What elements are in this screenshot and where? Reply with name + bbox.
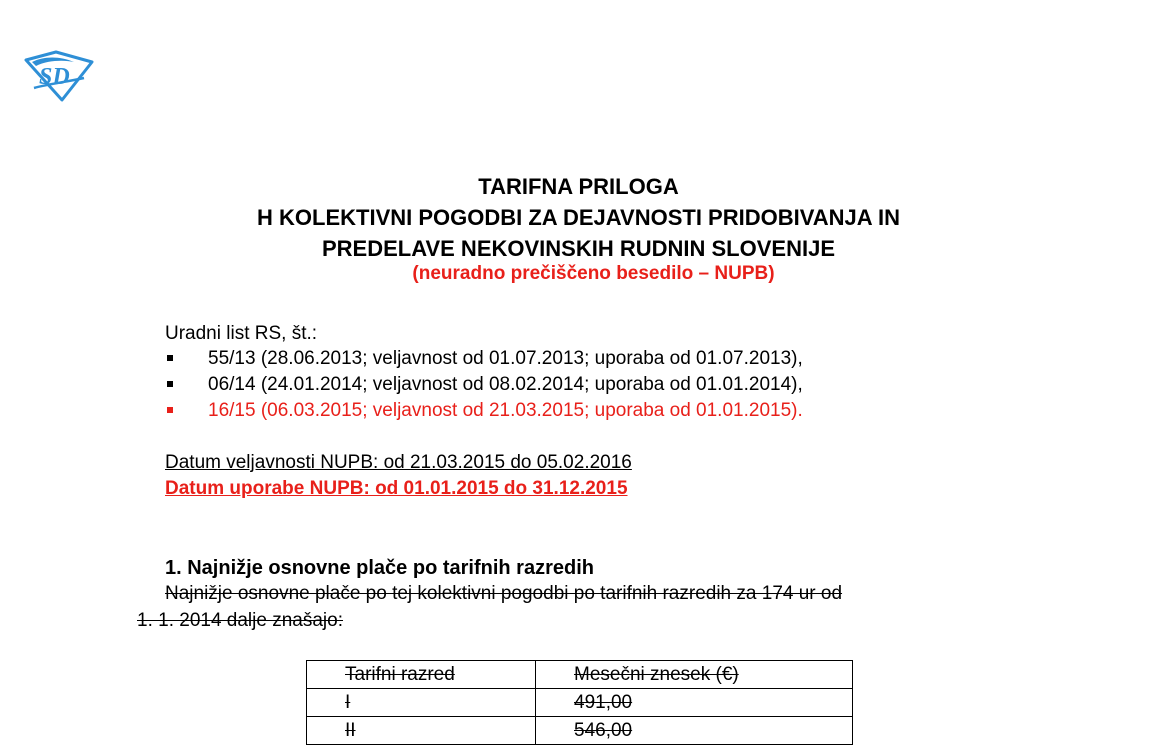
table-row <box>307 717 853 745</box>
table-header-cell: Mesečni znesek (€) <box>536 661 853 689</box>
bullet-icon <box>167 407 173 413</box>
table-cell: 491,00 <box>536 689 853 717</box>
title-line-3: PREDELAVE NEKOVINSKIH RUDNIN SLOVENIJE <box>321 236 835 261</box>
gazette-item-highlighted: 16/15 (06.03.2015; veljavnost od 21.03.2015; uporaba od 01.01.2015). <box>208 400 803 421</box>
bullet-icon <box>167 355 173 361</box>
application-date: Datum uporabe NUPB: od 01.01.2015 do 31.12.2015 <box>165 478 628 499</box>
gazette-heading: Uradni list RS, št.: <box>165 323 318 344</box>
tariff-table <box>306 660 853 745</box>
section-heading: 1. Najnižje osnovne plače po tarifnih razredih <box>165 557 594 579</box>
struck-paragraph-line: 1. 1. 2014 dalje znašajo: <box>137 610 343 631</box>
validity-date: Datum veljavnosti NUPB: od 21.03.2015 do 05.02.2016 <box>165 452 632 473</box>
bullet-icon <box>167 381 173 387</box>
shield-logo-icon <box>22 48 96 104</box>
title-line-2: H KOLEKTIVNI POGODBI ZA DEJAVNOSTI PRIDOBIVANJA IN <box>257 205 900 230</box>
subtitle: (neuradno prečiščeno besedilo – NUPB) <box>412 263 775 284</box>
table-cell: II <box>307 717 536 745</box>
table-row <box>307 689 853 717</box>
gazette-item: 55/13 (28.06.2013; veljavnost od 01.07.2013; uporaba od 01.07.2013), <box>208 348 803 369</box>
struck-paragraph-line: Najnižje osnovne plače po tej kolektivni pogodbi po tarifnih razredih za 174 ur od <box>165 583 843 604</box>
table-cell: I <box>307 689 536 717</box>
title-line-1: TARIFNA PRILOGA <box>478 174 679 199</box>
table-header-cell: Tarifni razred <box>307 661 536 689</box>
svg-text:SD: SD <box>39 64 70 90</box>
gazette-item: 06/14 (24.01.2014; veljavnost od 08.02.2014; uporaba od 01.01.2014), <box>208 374 803 395</box>
table-header-row <box>307 661 853 689</box>
table-cell: 546,00 <box>536 717 853 745</box>
